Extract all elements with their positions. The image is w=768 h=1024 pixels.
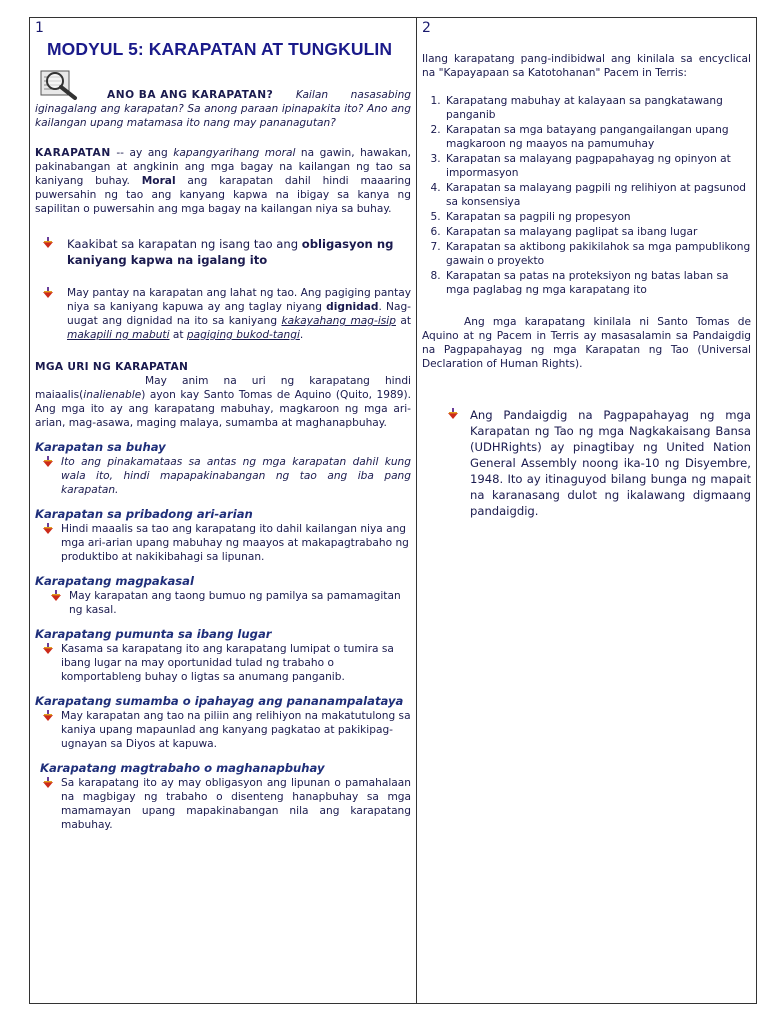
list-item [448, 407, 751, 519]
right-intro: Ilang karapatang pang-indibidwal ang kinilala sa encyclical na "Kapayapaan sa Katotohanan" Pacem in Terris: [422, 53, 751, 79]
list-item: 5. Karapatan sa pagpili ng propesyon [444, 210, 751, 224]
bullet2-bold: dignidad [326, 301, 379, 313]
section-text: Ito ang pinakamataas sa antas ng mga karapatan dahil kung wala ito, hindi mapapakinabangan ng tao ang iba pang karapatan. [61, 456, 411, 496]
section-text: Sa karapatang ito ay may obligasyon ang lipunan o pamahalaan na magbigay ng trabaho o disenteng hanapbuhay sa mga mamamayan upang mapakinabangan nila ang karapatang mabuhay. [61, 777, 411, 831]
arrow-bullet-icon [43, 523, 53, 535]
module-title: MODYUL 5: KARAPATAN AT TUNGKULIN [47, 39, 393, 59]
bullet2-u2: makapili ng mabuti [67, 329, 170, 341]
bullet2-at1: at [395, 315, 412, 327]
section-heading: Karapatang pumunta sa ibang lugar [35, 627, 272, 641]
uri-pre: May anim na uri ng karapatang hindi maiaalis( [35, 375, 411, 401]
definition-paragraph [35, 146, 411, 216]
uri-text [35, 374, 411, 430]
page-number-left: 1 [35, 20, 44, 36]
rights-list [422, 94, 751, 297]
list-item [43, 286, 411, 342]
list-item [43, 776, 411, 832]
intro-block [35, 68, 411, 130]
definition-emph: kapangyarihang moral [173, 147, 296, 159]
bullet2-at2: at [169, 329, 187, 341]
right-paragraph: Ang mga karapatang kinilala ni Santo Tomas de Aquino at ng Pacem in Terris ay masasalamin sa Pandaigdig na Pagpapahayag ng mga Karapatan ng Tao (Universal Declaration of Human Rights). [422, 316, 751, 370]
bullet2-end: . [299, 329, 304, 341]
definition-term: KARAPATAN [35, 147, 111, 159]
arrow-bullet-icon [43, 643, 53, 655]
bullet2-mid: . Nag-uugat ang dignidad na ito sa kaniyang [67, 301, 412, 327]
section-text: Hindi maaalis sa tao ang karapatang ito dahil kailangan niya ang mga ari-arian upang mabuhay ng maayos at makapagtrabaho ng produktibo at nakikibahagi sa lipunan. [61, 523, 409, 563]
arrow-bullet-icon [43, 237, 53, 249]
arrow-bullet-icon [43, 287, 53, 299]
arrow-bullet-icon [43, 710, 53, 722]
section-text: May karapatan ang tao na piliin ang relihiyon na makatutulong sa kaniya upang mapaunlad ang kanyang pagkatao at pakikipag-ugnayan sa Diyos at kapuwa. [61, 710, 411, 750]
definition-rest1: na gawin, hawakan, pakinabangan at angkinin ang mga bagay na kailangan ng tao sa kaniyang buhay. [35, 147, 411, 187]
section-heading: Karapatan sa pribadong ari-arian [35, 507, 253, 521]
intro-text [35, 68, 411, 130]
list-item: 3. Karapatan sa malayang pagpapahayag ng opinyon at impormasyon [444, 152, 751, 180]
page-number-right: 2 [422, 20, 431, 36]
definition-sep: -- ay ang [110, 147, 174, 159]
section-text: May karapatan ang taong bumuo ng pamilya sa pamamagitan ng kasal. [69, 590, 401, 616]
list-item [43, 709, 411, 751]
arrow-bullet-icon [51, 590, 61, 602]
list-item: 8. Karapatan sa patas na proteksiyon ng batas laban sa mga paglabag ng mga karapatang ito [444, 269, 751, 297]
list-item [43, 522, 411, 564]
left-column [30, 18, 416, 832]
list-item: 7. Karapatan sa aktibong pakikilahok sa mga pampublikong gawain o proyekto [444, 240, 751, 268]
list-item [43, 455, 411, 497]
list-item [43, 236, 411, 268]
uri-heading: MGA URI NG KARAPATAN [35, 361, 189, 373]
arrow-bullet-icon [43, 456, 53, 468]
intro-heading: ANO BA ANG KARAPATAN? [107, 89, 274, 101]
bullet1-bold: obligasyon ng kaniyang kapwa na igalang ito [67, 237, 394, 267]
rights-sections [35, 440, 411, 832]
section-heading: Karapatang magpakasal [35, 574, 194, 588]
arrow-bullet-icon [43, 777, 53, 789]
bullet2-pre: May pantay na karapatan ang lahat ng tao. Ang pagiging pantay niya sa kaniyang kapuwa ay ang taglay niyang [67, 287, 411, 313]
definition-moral: Moral [141, 175, 176, 187]
definition-rest2: ang karapatan dahil hindi maaaring puwersahin ng tao ang kanyang kapwa na ibigay sa kanya ng sapilitan o puwersahin ang mga bagay na kailangan niya sa buhay. [35, 175, 411, 215]
module-sheet [29, 17, 757, 1004]
list-item: 1. Karapatang mabuhay at kalayaan sa pangkatawang panganib [444, 94, 751, 122]
list-item: 2. Karapatan sa mga batayang pangangailangan upang magkaroon ng maayos na pamumuhay [444, 123, 751, 151]
list-item [51, 589, 411, 617]
list-item: 6. Karapatan sa malayang paglipat sa ibang lugar [444, 225, 751, 239]
right-column [417, 18, 757, 519]
right-bullet-text: Ang Pandaigdig na Pagpapahayag ng mga Karapatan ng Tao ng mga Nagkakaisang Bansa (UDHRights) ay pinagtibay ng United Nation General Assembly noong ika-10 ng Disyembre, 1948. Ito ay itinaguyod bilang bunga ng mapait na karanasang dulot ng ikalawang digmaang pandaigdig. [470, 408, 751, 518]
uri-post: ) ayon kay Santo Tomas de Aquino (Quito, 1989). Ang mga ito ay ang karapatang mabuhay, magkaroon ng mga ari-arian, mag-asawa, maging malaya, sumamba at maghanapbuhay. [35, 389, 411, 429]
section-heading: Karapatang magtrabaho o maghanapbuhay [40, 761, 325, 775]
magnifier-icon [39, 68, 79, 100]
bullet1-pre: Kaakibat sa karapatan ng isang tao ang [67, 237, 302, 251]
intro-question: Kailan nasasabing iginagalang ang karapatan? Sa anong paraan ipinapakita ito? Ano ang kailangan upang matamasa ito nang may pananagutan? [35, 89, 412, 129]
list-item [43, 642, 411, 684]
section-heading: Karapatan sa buhay [35, 440, 166, 454]
section-heading: Karapatang sumamba o ipahayag ang pananampalataya [35, 694, 404, 708]
arrow-bullet-icon [448, 408, 458, 420]
bullet2-u1: kakayahang mag-isip [281, 315, 396, 327]
list-item: 4. Karapatan sa malayang pagpili ng relihiyon at pagsunod sa konsensiya [444, 181, 751, 209]
section-text: Kasama sa karapatang ito ang karapatang lumipat o tumira sa ibang lugar na may oportunidad tulad ng trabaho o komportableng buhay o ligtas sa anumang panganib. [61, 643, 394, 683]
bullet2-u3: pagiging bukod-tangi [186, 329, 300, 341]
uri-ital: inalienable [83, 389, 142, 401]
